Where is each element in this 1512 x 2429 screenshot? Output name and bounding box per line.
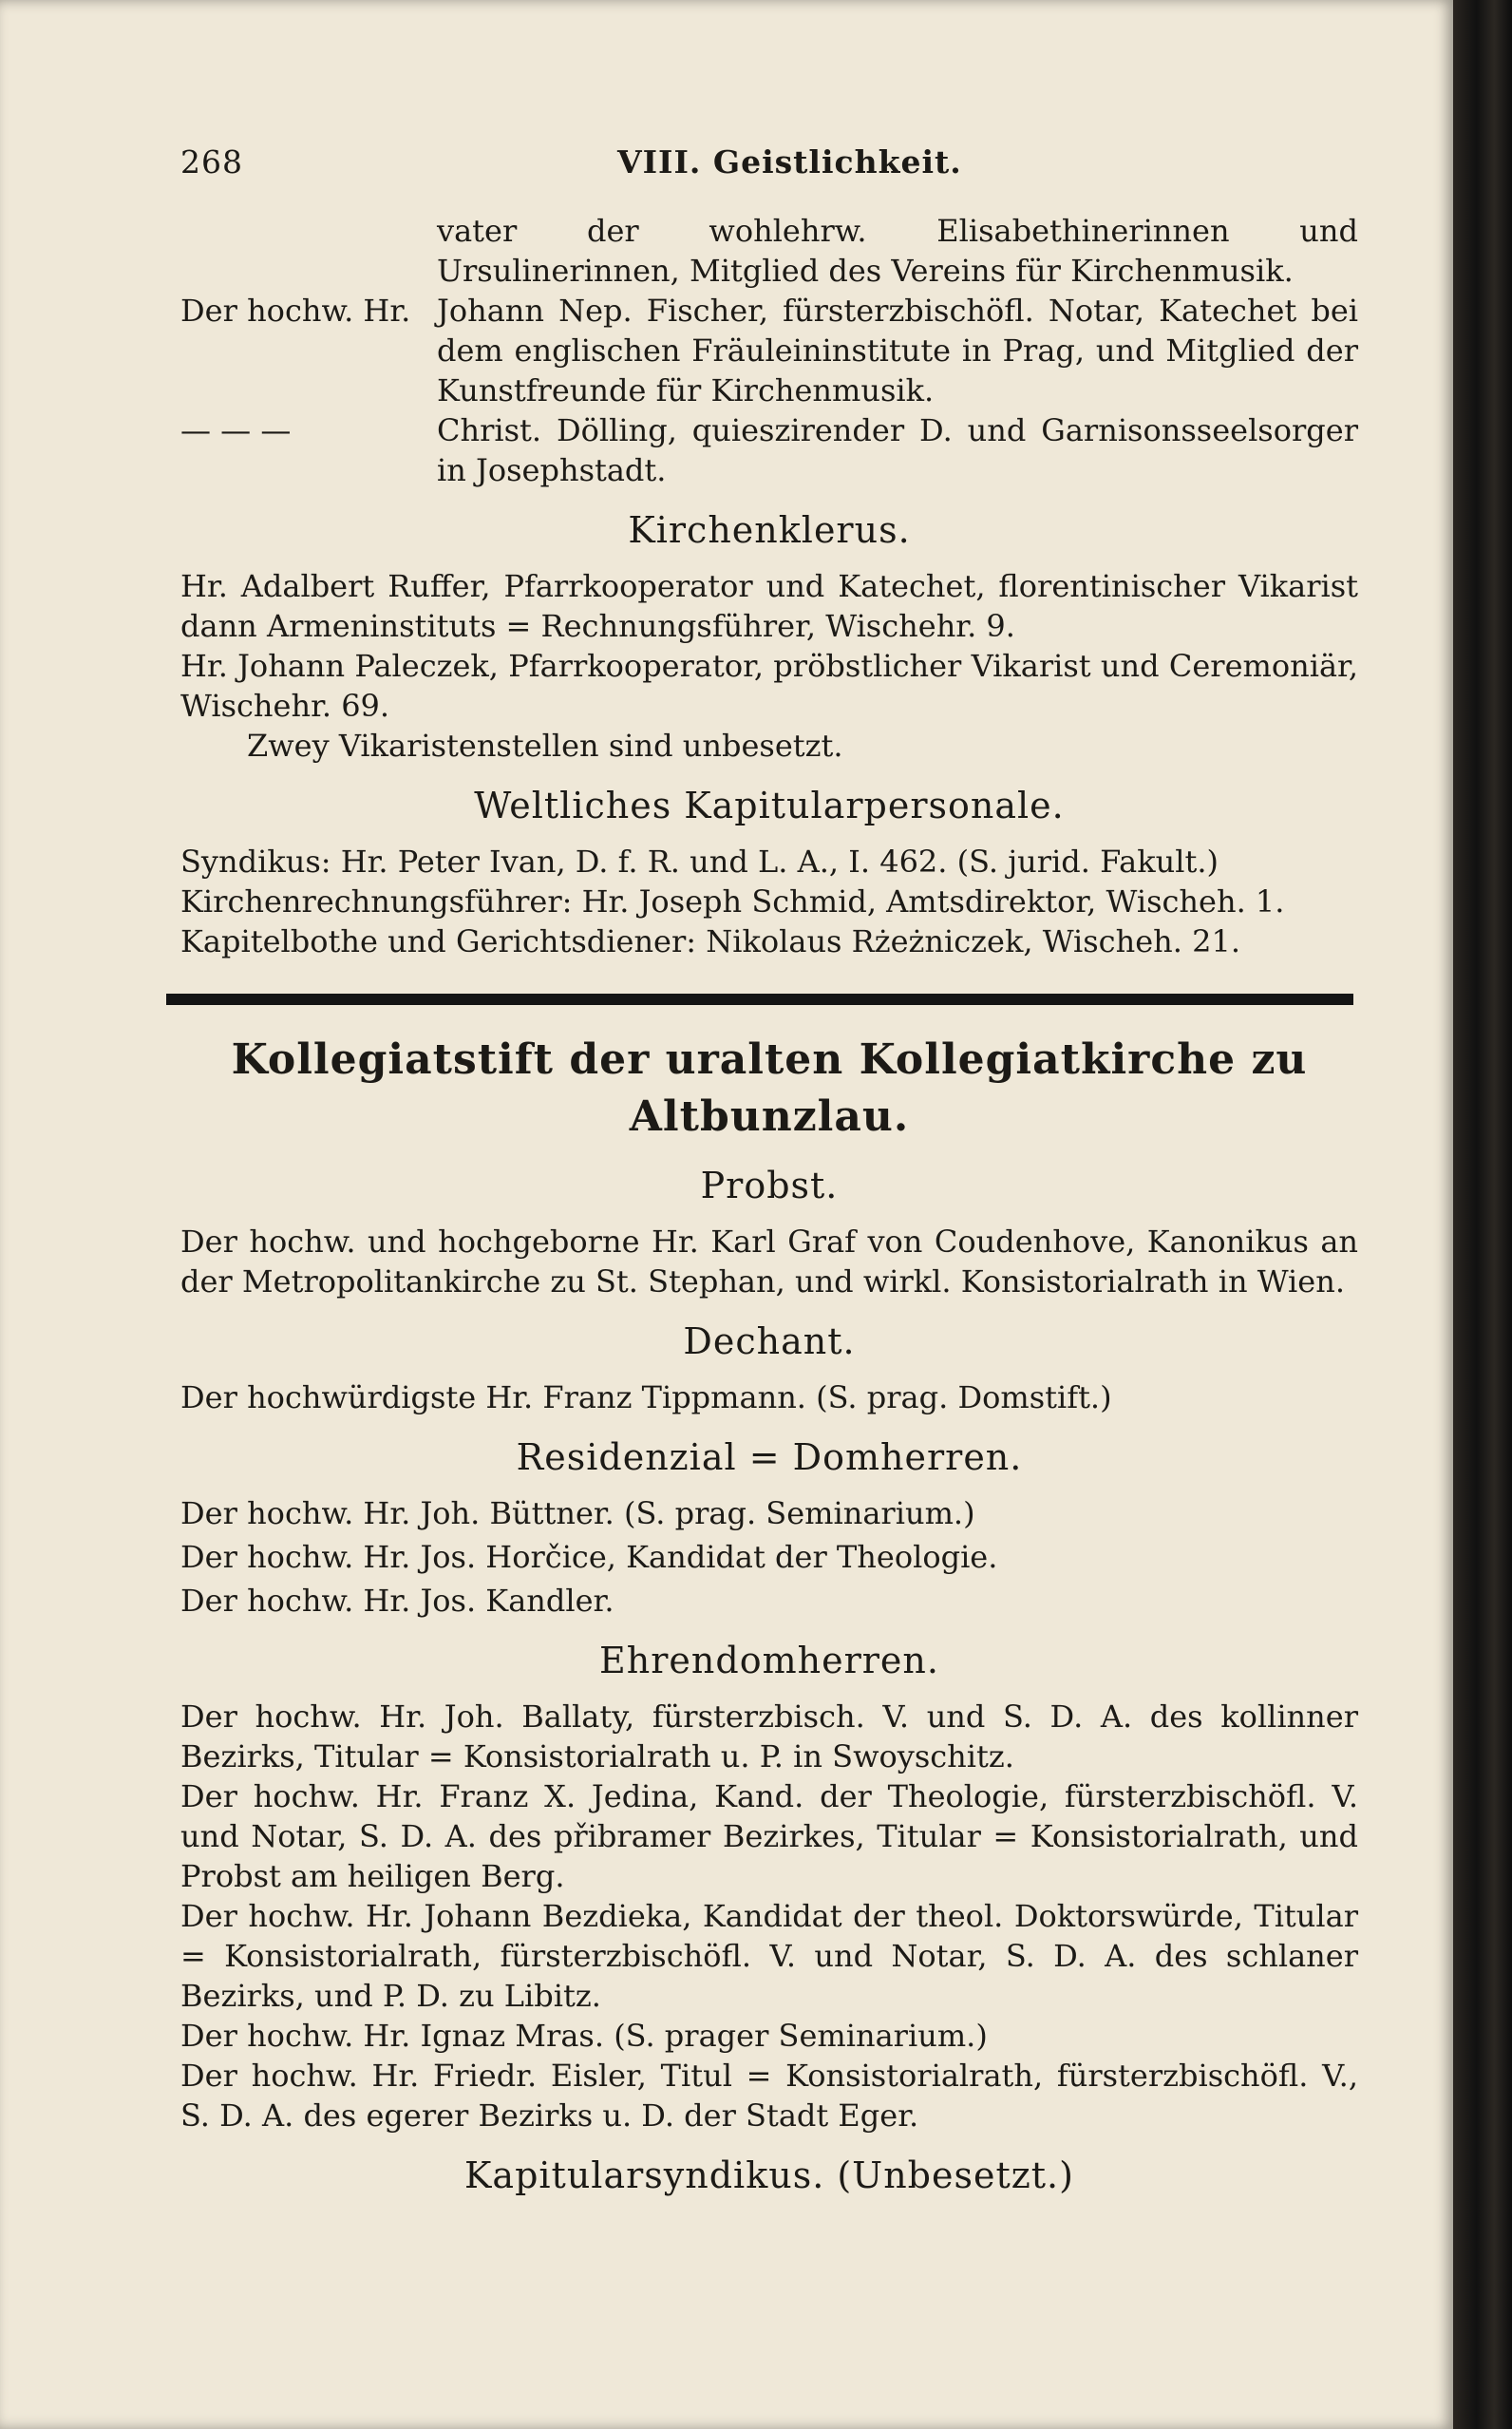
page-number: 268 (180, 143, 243, 180)
section-heading-residenzial: Residenzial = Domherren. (516, 1436, 1023, 1478)
section-heading-probst: Probst. (700, 1165, 839, 1206)
dechant-text: Der hochwürdigste Hr. Franz Tippmann. (S. prag. Domstift.) (180, 1379, 1112, 1415)
entry-text: Johann Nep. Fischer, fürsterzbischöfl. Notar, Katechet bei dem englischen Fräuleininstitute in Prag, und Mitglied der Kunstfreunde für Kirchenmusik. (437, 293, 1358, 408)
list-item: Der hochw. Hr. Jos. Kandler. (180, 1583, 614, 1619)
vacancy-note: Zwey Vikaristenstellen sind unbesetzt. (247, 728, 843, 764)
list-item: Kapitelbothe und Gerichtsdiener: Nikolaus Rżeżniczek, Wischeh. 21. (180, 923, 1240, 959)
section-divider (166, 994, 1353, 1005)
list-item: Der hochw. Hr. Johann Bezdieka, Kandidat der theol. Doktorswürde, Titular = Konsistorialrath, fürsterzbischöfl. V. und Notar, S. D. A. des schlaner Bezirks, und P. D. zu Libitz. (180, 1898, 1358, 2014)
list-item: Syndikus: Hr. Peter Ivan, D. f. R. und L. A., I. 462. (S. jurid. Fakult.) (180, 844, 1219, 880)
list-item: Der hochw. Hr. Jos. Horčice, Kandidat der Theologie. (180, 1539, 998, 1575)
list-item: Hr. Johann Paleczek, Pfarrkooperator, pröbstlicher Vikarist und Ceremoniär, Wischehr. 69. (180, 648, 1358, 724)
list-item: Der hochw. Hr. Ignaz Mras. (S. prager Seminarium.) (180, 2018, 988, 2054)
entry-text: vater der wohlehrw. Elisabethinerinnen und Ursulinerinnen, Mitglied des Vereins für Kirchenmusik. (437, 213, 1358, 289)
probst-text: Der hochw. und hochgeborne Hr. Karl Graf von Coudenhove, Kanonikus an der Metropolitankirche zu St. Stephan, und wirkl. Konsistorialrath in Wien. (180, 1224, 1358, 1300)
page-content (180, 142, 1358, 2211)
list-item: Der hochw. Hr. Friedr. Eisler, Titul = Konsistorialrath, fürsterzbischöfl. V., S. D. A. des egerer Bezirks u. D. der Stadt Eger. (180, 2058, 1358, 2134)
book-edge (1453, 0, 1512, 2429)
entry-label: — — — (180, 412, 292, 448)
chapter-title: Kollegiatstift der uralten Kollegiatkirche zu Altbunzlau. (231, 1035, 1308, 1141)
section-heading-dechant: Dechant. (683, 1320, 856, 1362)
list-item: Der hochw. Hr. Joh. Büttner. (S. prag. Seminarium.) (180, 1495, 975, 1531)
entry-label: Der hochw. Hr. (180, 293, 411, 329)
section-heading-kapitularsyndikus: Kapitularsyndikus. (Unbesetzt.) (464, 2154, 1074, 2196)
list-item: Kirchenrechnungsführer: Hr. Joseph Schmid, Amtsdirektor, Wischeh. 1. (180, 883, 1285, 920)
list-item: Hr. Adalbert Ruffer, Pfarrkooperator und Katechet, florentinischer Vikarist dann Armeninstituts = Rechnungsführer, Wischehr. 9. (180, 568, 1358, 644)
entry-text: Christ. Dölling, quieszirender D. und Garnisonsseelsorger in Josephstadt. (437, 412, 1358, 488)
list-item (180, 291, 1358, 410)
entry-label (180, 211, 437, 291)
list-item (180, 211, 1358, 291)
list-item: Der hochw. Hr. Franz X. Jedina, Kand. der Theologie, fürsterzbischöfl. V. und Notar, S. D. A. des přibramer Bezirkes, Titular = Konsistorialrath, und Probst am heiligen Berg. (180, 1778, 1358, 1894)
section-heading-kirchenklerus: Kirchenklerus. (628, 509, 911, 551)
list-item: Der hochw. Hr. Joh. Ballaty, fürsterzbisch. V. und S. D. A. des kollinner Bezirks, Titular = Konsistorialrath u. P. in Swoyschitz. (180, 1698, 1358, 1774)
list-item (180, 410, 1358, 490)
section-heading-weltliches: Weltliches Kapitularpersonale. (474, 785, 1065, 826)
running-title: VIII. Geistlichkeit. (617, 143, 962, 180)
page-header (180, 142, 1358, 190)
section-heading-ehrendomherren: Ehrendomherren. (599, 1640, 939, 1681)
